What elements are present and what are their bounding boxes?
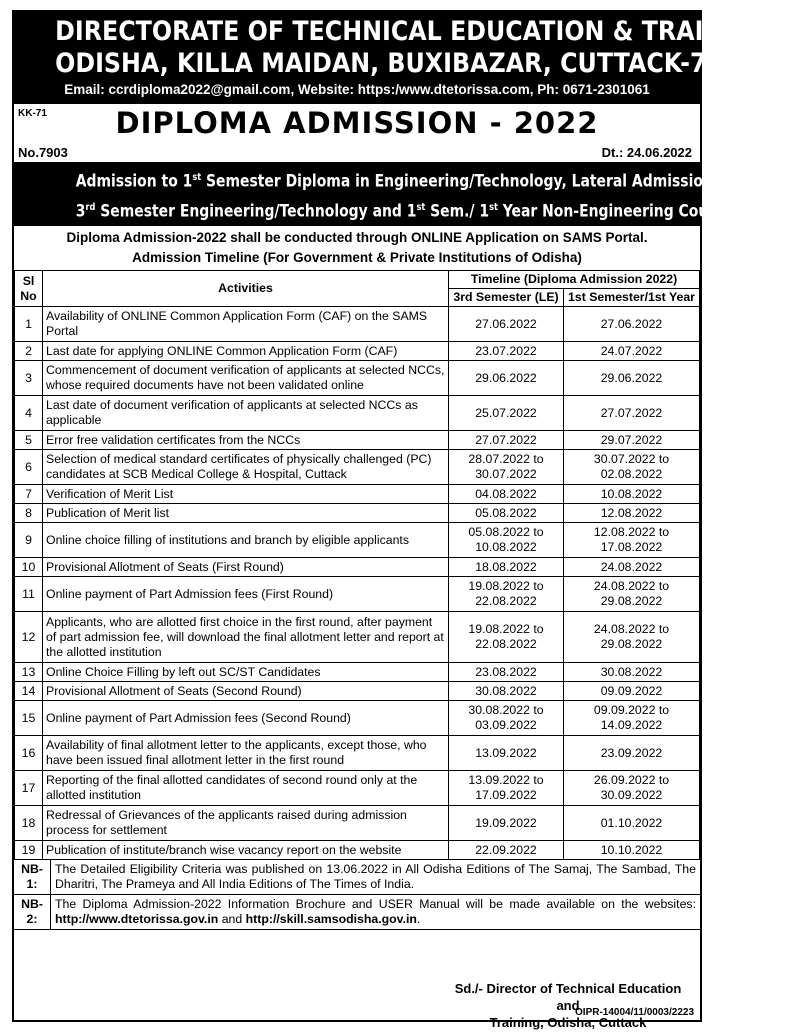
- header-3rd-semester: 3rd Semester (LE): [449, 289, 564, 307]
- row-date-3rd-sem: 19.08.2022 to 22.08.2022: [449, 612, 564, 663]
- row-sl: 4: [15, 396, 43, 431]
- row-sl: 10: [15, 558, 43, 577]
- subtitle-banner: [14, 162, 742, 226]
- header-activities: Activities: [43, 271, 449, 307]
- row-date-3rd-sem: 05.08.2022: [449, 504, 564, 523]
- row-date-3rd-sem: 27.07.2022: [449, 431, 564, 450]
- note-1-label: NB- 1:: [14, 860, 51, 894]
- row-activity: Reporting of the final allotted candidates of second round only at the allotted institution: [43, 771, 449, 806]
- header-banner: [14, 12, 789, 104]
- contact-line: Email: ccrdiploma2022@gmail.com, Website: https:/www.dtetorissa.com, Ph: 0671-2301061: [64, 82, 650, 97]
- row-activity: Availability of final allotment letter to the applicants, except those, who have been issued final allotment letter in the first round: [43, 736, 449, 771]
- row-date-3rd-sem: 23.08.2022: [449, 663, 564, 682]
- table-row: [15, 396, 700, 431]
- table-row: [15, 342, 700, 361]
- table-row: [15, 841, 700, 860]
- timeline-rows: [15, 307, 700, 860]
- notice-date: Dt.: 24.06.2022: [601, 145, 692, 160]
- org-name-line2: ODISHA, KILLA MAIDAN, BUXIBAZAR, CUTTACK-753001: [55, 48, 789, 79]
- signature-block: [448, 980, 688, 1031]
- row-activity: Publication of institute/branch wise vacancy report on the website: [43, 841, 449, 860]
- row-sl: 13: [15, 663, 43, 682]
- row-date-1st-sem: 27.06.2022: [564, 307, 700, 342]
- row-sl: 16: [15, 736, 43, 771]
- row-date-3rd-sem: 30.08.2022 to 03.09.2022: [449, 701, 564, 736]
- row-activity: Provisional Allotment of Seats (First Round): [43, 558, 449, 577]
- row-activity: Availability of ONLINE Common Application Form (CAF) on the SAMS Portal: [43, 307, 449, 342]
- table-row: [15, 504, 700, 523]
- title-bar: [14, 104, 700, 162]
- row-date-3rd-sem: 22.09.2022: [449, 841, 564, 860]
- row-date-1st-sem: 30.08.2022: [564, 663, 700, 682]
- table-row: [15, 431, 700, 450]
- brochure-link-dte[interactable]: http://www.dtetorissa.gov.in: [55, 912, 219, 927]
- row-sl: 7: [15, 485, 43, 504]
- row-sl: 18: [15, 806, 43, 841]
- row-date-3rd-sem: 29.06.2022: [449, 361, 564, 396]
- row-activity: Selection of medical standard certificates of physically challenged (PC) candidates at SCB Medical College & Hospital, Cuttack: [43, 450, 449, 485]
- note-2-label: NB- 2:: [14, 895, 51, 929]
- row-activity: Provisional Allotment of Seats (Second Round): [43, 682, 449, 701]
- row-sl: 19: [15, 841, 43, 860]
- row-date-1st-sem: 09.09.2022: [564, 682, 700, 701]
- row-sl: 1: [15, 307, 43, 342]
- row-date-3rd-sem: 13.09.2022: [449, 736, 564, 771]
- row-date-1st-sem: 01.10.2022: [564, 806, 700, 841]
- notice-number: No.7903: [18, 145, 68, 160]
- table-row: [15, 612, 700, 663]
- row-date-1st-sem: 24.08.2022 to 29.08.2022: [564, 577, 700, 612]
- row-sl: 15: [15, 701, 43, 736]
- signature-line2: Training, Odisha, Cuttack: [489, 1015, 647, 1030]
- row-date-1st-sem: 27.07.2022: [564, 396, 700, 431]
- row-activity: Publication of Merit list: [43, 504, 449, 523]
- header-1st-semester: 1st Semester/1st Year: [564, 289, 700, 307]
- table-row: [15, 523, 700, 558]
- row-date-1st-sem: 29.06.2022: [564, 361, 700, 396]
- note-1-text: The Detailed Eligibility Criteria was published on 13.06.2022 in All Odisha Editions of The Samaj, The Sambad, The Dharitri, The Prameya and All India Editions of The Times of India.: [55, 862, 696, 892]
- org-name-line1: DIRECTORATE OF TECHNICAL EDUCATION & TRAINING: [55, 16, 772, 47]
- row-date-3rd-sem: 13.09.2022 to 17.09.2022: [449, 771, 564, 806]
- table-row: [15, 663, 700, 682]
- subtitle-line1: Admission to 1st Semester Diploma in Engineering/Technology, Lateral Admission to: [75, 171, 734, 192]
- row-date-3rd-sem: 19.09.2022: [449, 806, 564, 841]
- table-row: [15, 485, 700, 504]
- row-activity: Online Choice Filling by left out SC/ST Candidates: [43, 663, 449, 682]
- row-activity: Redressal of Grievances of the applicants raised during admission process for settlement: [43, 806, 449, 841]
- row-sl: 11: [15, 577, 43, 612]
- brochure-link-sams[interactable]: http://skill.samsodisha.gov.in: [245, 912, 417, 927]
- table-row: [15, 806, 700, 841]
- table-row: [15, 558, 700, 577]
- row-date-1st-sem: 26.09.2022 to 30.09.2022: [564, 771, 700, 806]
- notice-code: KK-71: [18, 108, 47, 119]
- row-sl: 12: [15, 612, 43, 663]
- row-sl: 17: [15, 771, 43, 806]
- subtitle-line2: 3rd Semester Engineering/Technology and 1st Sem./ 1st Year Non-Engineering Courses: [75, 201, 742, 222]
- header-timeline: Timeline (Diploma Admission 2022): [449, 271, 700, 289]
- row-sl: 9: [15, 523, 43, 558]
- row-activity: Online choice filling of institutions and branch by eligible applicants: [43, 523, 449, 558]
- row-activity: Last date of document verification of applicants at selected NCCs as applicable: [43, 396, 449, 431]
- row-sl: 8: [15, 504, 43, 523]
- table-row: [15, 450, 700, 485]
- row-date-3rd-sem: 05.08.2022 to 10.08.2022: [449, 523, 564, 558]
- row-sl: 5: [15, 431, 43, 450]
- table-row: [15, 736, 700, 771]
- row-activity: Commencement of document verification of applicants at selected NCCs, whose required documents have not been validated online: [43, 361, 449, 396]
- timeline-table: [14, 270, 700, 860]
- intro-line2: Admission Timeline (For Government & Private Institutions of Odisha): [132, 250, 582, 266]
- note-2: [14, 895, 700, 930]
- row-sl: 6: [15, 450, 43, 485]
- reference-number: OIPR-14004/11/0003/2223: [575, 1007, 694, 1018]
- row-date-1st-sem: 09.09.2022 to 14.09.2022: [564, 701, 700, 736]
- table-row: [15, 771, 700, 806]
- header-sl-no: Sl No: [15, 271, 43, 307]
- row-date-3rd-sem: 27.06.2022: [449, 307, 564, 342]
- row-activity: Error free validation certificates from the NCCs: [43, 431, 449, 450]
- table-row: [15, 577, 700, 612]
- row-date-3rd-sem: 18.08.2022: [449, 558, 564, 577]
- row-date-3rd-sem: 19.08.2022 to 22.08.2022: [449, 577, 564, 612]
- row-activity: Online payment of Part Admission fees (First Round): [43, 577, 449, 612]
- row-date-1st-sem: 24.08.2022 to 29.08.2022: [564, 612, 700, 663]
- row-date-1st-sem: 12.08.2022: [564, 504, 700, 523]
- table-row: [15, 701, 700, 736]
- intro-text: [14, 226, 700, 270]
- row-date-3rd-sem: 23.07.2022: [449, 342, 564, 361]
- table-row: [15, 361, 700, 396]
- note-1: [14, 860, 700, 895]
- table-row: [15, 307, 700, 342]
- note-2-text: The Diploma Admission-2022 Information Brochure and USER Manual will be made available on the websites: http://www.dtetorissa.gov.in and http://skill.samsodisha.gov.in.: [55, 897, 696, 927]
- row-date-1st-sem: 24.07.2022: [564, 342, 700, 361]
- row-date-1st-sem: 29.07.2022: [564, 431, 700, 450]
- row-sl: 3: [15, 361, 43, 396]
- row-activity: Applicants, who are allotted first choice in the first round, after payment of part admission fee, will download the final allotment letter and report at the allotted institution: [43, 612, 449, 663]
- signature-line1: Sd./- Director of Technical Education and: [454, 981, 682, 1013]
- row-activity: Verification of Merit List: [43, 485, 449, 504]
- intro-line1: Diploma Admission-2022 shall be conducted through ONLINE Application on SAMS Portal.: [66, 230, 648, 246]
- row-date-1st-sem: 30.07.2022 to 02.08.2022: [564, 450, 700, 485]
- row-activity: Online payment of Part Admission fees (Second Round): [43, 701, 449, 736]
- row-date-3rd-sem: 04.08.2022: [449, 485, 564, 504]
- row-date-1st-sem: 12.08.2022 to 17.08.2022: [564, 523, 700, 558]
- row-activity: Last date for applying ONLINE Common Application Form (CAF): [43, 342, 449, 361]
- row-date-1st-sem: 10.10.2022: [564, 841, 700, 860]
- table-row: [15, 682, 700, 701]
- row-date-1st-sem: 24.08.2022: [564, 558, 700, 577]
- notice-page: [12, 10, 789, 1030]
- page-title: DIPLOMA ADMISSION - 2022: [115, 106, 599, 140]
- row-sl: 2: [15, 342, 43, 361]
- row-date-1st-sem: 23.09.2022: [564, 736, 700, 771]
- row-date-3rd-sem: 30.08.2022: [449, 682, 564, 701]
- row-date-3rd-sem: 28.07.2022 to 30.07.2022: [449, 450, 564, 485]
- row-sl: 14: [15, 682, 43, 701]
- row-date-1st-sem: 10.08.2022: [564, 485, 700, 504]
- row-date-3rd-sem: 25.07.2022: [449, 396, 564, 431]
